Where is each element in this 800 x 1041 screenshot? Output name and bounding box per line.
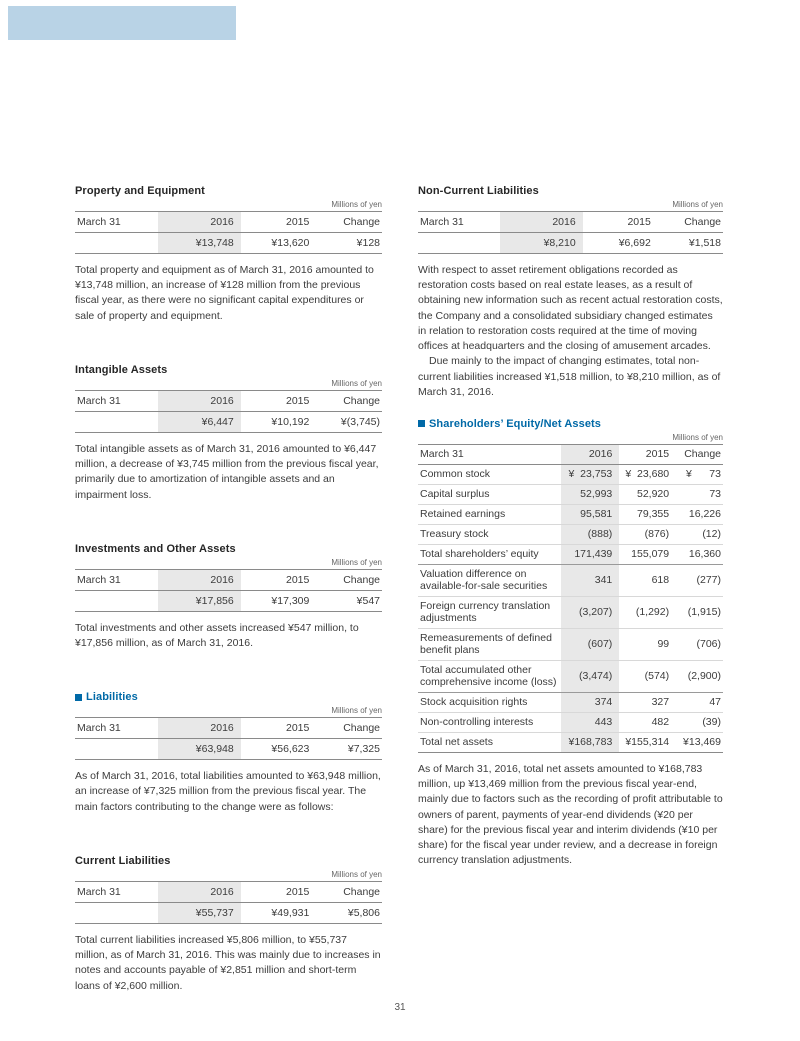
units-label: Millions of yen xyxy=(331,200,382,209)
table-header-cell: 2015 xyxy=(619,444,671,464)
table-header-cell: March 31 xyxy=(418,212,500,233)
table-row xyxy=(75,411,382,432)
row-label: Remeasurements of defined benefit plans xyxy=(418,628,561,660)
table-header-cell: 2016 xyxy=(158,390,241,411)
section-body: Total property and equipment as of March 31, 2016 amounted to ¥13,748 million, an increase of ¥128 million from the previous fiscal year, as there were no significant capital expenditures or sale of property and equipment. xyxy=(75,264,374,322)
table-cell: (876) xyxy=(619,524,671,544)
units-label: Millions of yen xyxy=(331,378,382,388)
table-cell: ¥13,620 xyxy=(271,237,310,249)
table-header-cell: Change xyxy=(311,569,382,590)
table-header-cell: 2016 xyxy=(158,212,241,233)
section-body: Total investments and other assets increased ¥547 million, to ¥17,856 million, as of March 31, 2016. xyxy=(75,621,359,649)
table-row xyxy=(75,902,382,923)
table-header-cell: Change xyxy=(653,212,723,233)
table-header-row xyxy=(75,390,382,411)
units-label: Millions of yen xyxy=(331,706,382,716)
table-cell: (607) xyxy=(561,628,619,660)
table-header-cell: 2015 xyxy=(241,881,312,902)
table-row xyxy=(418,233,723,254)
table-cell: (1,915) xyxy=(671,596,723,628)
table-cell: 47 xyxy=(671,692,723,712)
table-cell: 341 xyxy=(561,564,619,596)
non-current-liabilities-table xyxy=(418,211,723,254)
section-title: Property and Equipment xyxy=(75,185,205,197)
table-row xyxy=(418,504,723,524)
row-label: Stock acquisition rights xyxy=(418,692,561,712)
table-cell: ¥128 xyxy=(356,237,380,249)
table-cell: ¥6,692 xyxy=(618,237,651,249)
table-cell: (574) xyxy=(619,660,671,692)
table-cell: ¥155,314 xyxy=(625,736,670,749)
section-title: Investments and Other Assets xyxy=(75,542,236,555)
table-cell: ¥13,469 xyxy=(683,736,721,749)
table-cell xyxy=(75,590,158,611)
table-cell: ¥56,623 xyxy=(271,743,310,756)
table-cell: 16,226 xyxy=(671,504,723,524)
section-title: Non-Current Liabilities xyxy=(418,185,539,197)
table-cell: 171,439 xyxy=(561,544,619,564)
section-current-liabilities xyxy=(75,855,382,994)
table-row xyxy=(418,484,723,504)
row-label: Capital surplus xyxy=(418,484,561,504)
section-body: As of March 31, 2016, total net assets amounted to ¥168,783 million, up ¥13,469 million from the previous fiscal year-end, mainly due to factors such as the recording of profit attributable to owners of parent, payments of year-end dividends (¥20 per share) for the previous fiscal year and interim dividends (¥10 per share) for the fiscal year under review, and a decrease in foreign currency translation adjustments. xyxy=(418,762,723,867)
table-cell: ¥ 23,680 xyxy=(619,464,671,484)
header-decoration-bar xyxy=(8,6,236,40)
table-cell: (2,900) xyxy=(671,660,723,692)
table-cell: ¥49,931 xyxy=(271,906,310,919)
table-cell: 327 xyxy=(619,692,671,712)
table-row xyxy=(418,564,723,596)
table-header-row xyxy=(418,444,723,464)
table-cell: 618 xyxy=(619,564,671,596)
table-cell xyxy=(75,902,158,923)
table-cell: 482 xyxy=(619,712,671,732)
table-cell: 99 xyxy=(619,628,671,660)
section-intangible-assets xyxy=(75,364,382,503)
table-header-cell: 2016 xyxy=(500,212,582,233)
table-header-cell: Change xyxy=(311,212,382,233)
table-cell: ¥10,192 xyxy=(271,415,310,428)
table-header-row xyxy=(75,718,382,739)
section-body: Total intangible assets as of March 31, 2016 amounted to ¥6,447 million, a decrease of ¥3,745 million from the previous fiscal year, primarily due to amortization of intangible assets and an impairment loss. xyxy=(75,442,379,501)
section-title xyxy=(75,691,382,703)
table-cell: ¥168,783 xyxy=(561,732,619,752)
section-title-text: Shareholders’ Equity/Net Assets xyxy=(429,417,602,430)
table-cell xyxy=(75,411,158,432)
table-cell: (706) xyxy=(671,628,723,660)
table-row xyxy=(418,732,723,752)
units-label: Millions of yen xyxy=(672,200,723,209)
section-shareholders-equity xyxy=(418,418,723,869)
table-header-row xyxy=(75,569,382,590)
table-cell: ¥6,447 xyxy=(158,411,241,432)
section-body: Total current liabilities increased ¥5,806 million, to ¥55,737 million, as of March 31, 2016. This was mainly due to increases in notes and accounts payable of ¥2,851 million and short-term loans of ¥2,600 million. xyxy=(75,933,381,992)
row-label: Total shareholders’ equity xyxy=(418,544,561,564)
table-cell: ¥ 73 xyxy=(671,464,723,484)
table-row xyxy=(75,233,382,254)
section-title xyxy=(418,418,723,430)
intangible-table xyxy=(75,390,382,433)
section-bullet-square-icon xyxy=(418,420,425,427)
row-label: Total net assets xyxy=(420,736,493,749)
row-label: Common stock xyxy=(418,464,561,484)
section-title: Current Liabilities xyxy=(75,854,171,867)
row-label: Foreign currency translation adjustments xyxy=(418,596,561,628)
table-header-cell: 2015 xyxy=(241,212,312,233)
table-cell: (3,474) xyxy=(561,660,619,692)
table-row xyxy=(418,544,723,564)
section-property-and-equipment xyxy=(75,185,382,324)
table-cell: 95,581 xyxy=(561,504,619,524)
table-cell: (277) xyxy=(671,564,723,596)
table-cell: ¥17,309 xyxy=(271,594,310,607)
table-cell xyxy=(75,233,158,254)
table-header-cell: March 31 xyxy=(75,718,158,739)
investments-table xyxy=(75,569,382,612)
table-cell: (1,292) xyxy=(619,596,671,628)
table-header-cell: March 31 xyxy=(418,444,561,464)
table-row xyxy=(418,596,723,628)
table-header-cell: 2015 xyxy=(241,718,312,739)
section-bullet-square-icon xyxy=(75,694,82,701)
table-cell: 52,920 xyxy=(619,484,671,504)
page-number: 31 xyxy=(394,1002,406,1013)
section-title-text: Liabilities xyxy=(86,691,138,704)
table-cell: ¥55,737 xyxy=(158,902,241,923)
table-header-cell: 2015 xyxy=(241,569,312,590)
table-header-cell: March 31 xyxy=(75,212,158,233)
table-cell: (39) xyxy=(671,712,723,732)
table-cell xyxy=(75,739,158,760)
table-cell: ¥17,856 xyxy=(158,590,241,611)
table-header-cell: 2016 xyxy=(158,569,241,590)
section-liabilities xyxy=(75,691,382,815)
table-row xyxy=(75,590,382,611)
table-header-row xyxy=(75,881,382,902)
table-cell: ¥5,806 xyxy=(347,906,380,919)
table-header-cell: March 31 xyxy=(75,569,158,590)
table-row xyxy=(418,628,723,660)
current-liabilities-table xyxy=(75,881,382,924)
property-table xyxy=(75,211,382,254)
table-cell: 155,079 xyxy=(619,544,671,564)
row-label: Valuation difference on available-for-sale securities xyxy=(418,564,561,596)
section-title: Intangible Assets xyxy=(75,363,168,376)
table-cell: ¥(3,745) xyxy=(340,415,380,428)
section-non-current-liabilities xyxy=(418,185,723,400)
row-label: Non-controlling interests xyxy=(418,712,561,732)
table-cell: (888) xyxy=(561,524,619,544)
table-header-cell: Change xyxy=(671,444,723,464)
shareholders-equity-table xyxy=(418,444,723,753)
content-columns xyxy=(75,185,723,1034)
section-body: With respect to asset retirement obligations recorded as restoration costs based on real estate leases, as a result of obtaining new information such as recent actual restoration costs, the Company and a consolidated subsidiary changed estimates in relation to restoration costs required at the time of moving offices at headquarters and the closing of amusement arcades. xyxy=(418,264,723,353)
table-cell: (3,207) xyxy=(561,596,619,628)
table-cell: ¥63,948 xyxy=(158,739,241,760)
table-cell: 16,360 xyxy=(671,544,723,564)
table-cell: (12) xyxy=(671,524,723,544)
table-cell: 79,355 xyxy=(619,504,671,524)
row-label: Treasury stock xyxy=(418,524,561,544)
table-header-cell: Change xyxy=(311,390,382,411)
table-cell: ¥8,210 xyxy=(500,233,582,254)
table-cell: ¥7,325 xyxy=(347,743,380,756)
table-row xyxy=(418,524,723,544)
table-cell: 73 xyxy=(671,484,723,504)
table-header-cell: March 31 xyxy=(75,390,158,411)
table-cell: ¥ 23,753 xyxy=(561,464,619,484)
table-header-cell: 2016 xyxy=(561,444,619,464)
table-header-cell: Change xyxy=(311,881,382,902)
table-header-row xyxy=(75,212,382,233)
table-header-cell: 2015 xyxy=(241,390,312,411)
units-label: Millions of yen xyxy=(331,557,382,567)
left-column xyxy=(75,185,382,1034)
section-body: As of March 31, 2016, total liabilities amounted to ¥63,948 million, an increase of ¥7,325 million from the previous fiscal year. The main factors contributing to the change were as follows: xyxy=(75,770,381,813)
table-header-row xyxy=(418,212,723,233)
table-row xyxy=(418,692,723,712)
table-row xyxy=(75,739,382,760)
table-cell xyxy=(418,233,500,254)
units-label: Millions of yen xyxy=(331,869,382,879)
liabilities-table xyxy=(75,717,382,760)
section-body: Due mainly to the impact of changing estimates, total non-current liabilities increased ¥1,518 million, to ¥8,210 million, as of March 31, 2016. xyxy=(418,355,721,398)
table-cell: 374 xyxy=(561,692,619,712)
table-row xyxy=(418,464,723,484)
table-row xyxy=(418,660,723,692)
table-cell: ¥13,748 xyxy=(158,233,241,254)
table-header-cell: 2016 xyxy=(158,881,241,902)
right-column xyxy=(418,185,723,1034)
table-row xyxy=(418,712,723,732)
table-cell: ¥547 xyxy=(356,594,380,607)
table-cell: 52,993 xyxy=(561,484,619,504)
table-cell: ¥1,518 xyxy=(688,237,721,249)
section-investments-other-assets xyxy=(75,543,382,651)
units-label: Millions of yen xyxy=(672,432,723,442)
row-label: Total accumulated other comprehensive income (loss) xyxy=(418,660,561,692)
row-label: Retained earnings xyxy=(418,504,561,524)
table-cell: 443 xyxy=(561,712,619,732)
table-header-cell: March 31 xyxy=(75,881,158,902)
table-header-cell: 2015 xyxy=(583,212,653,233)
table-header-cell: Change xyxy=(311,718,382,739)
table-header-cell: 2016 xyxy=(158,718,241,739)
